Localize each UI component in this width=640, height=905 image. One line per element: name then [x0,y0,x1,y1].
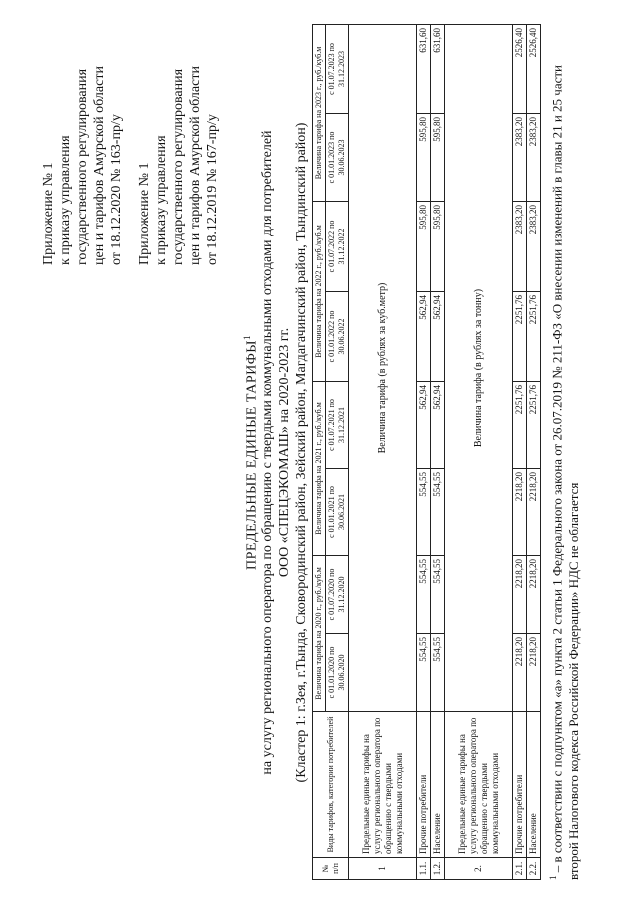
row-category: Прочие потребители [417,712,431,858]
footnote-text: – в соответствии с подпунктом «а» пункта 2 статьи 1 Федерального закона от 26.07.2019 № 211-ФЗ «О внесении изменений в главы 21 и 25 части второй Налогового кодекса Российской Федерации» НДС не облагается [549,64,582,880]
tariff-value: 562,94 [431,292,445,382]
tariff-value: 2218,20 [513,634,527,712]
row-number: 2.1. [513,858,527,880]
row-number: 1.2. [431,858,445,880]
section-row [445,25,513,880]
section-row [349,25,417,880]
company-period-line: ООО «СПЕЦЭКОМАШ» на 2020-2023 гг. [277,327,292,578]
table-row [431,25,445,880]
tariff-value: 631,60 [417,25,431,114]
header-row [313,25,326,880]
period-header: с 01.07.2021 по 31.12.2021 [326,382,349,469]
tariff-value: 2218,20 [513,556,527,634]
tariff-value: 554,55 [417,469,431,556]
col-header-2021: Величина тарифа на 2021 г., руб./куб.м [313,382,326,556]
appendix-note-2020 [40,66,125,265]
section-name: Предельные единые тарифы на услугу регионального оператора по обращению с твердыми коммунальными отходами [349,712,417,858]
appendix-line: цен и тарифов Амурской области [188,66,203,265]
period-header: с 01.07.2020 по 31.12.2020 [326,556,349,634]
period-header: с 01.01.2022 по 30.06.2022 [326,292,349,382]
document-subtitle: на услугу регионального оператора по обращению с твердыми коммунальными отходами для потребителей [260,130,275,775]
appendix-line: Приложение № 1 [137,162,152,265]
appendix-line: государственного регулирования [171,68,186,265]
row-category: Прочие потребители [513,712,527,858]
section-number: 1 [349,858,417,880]
period-header: с 01.01.2020 по 30.06.2020 [326,634,349,712]
tariff-value: 2218,20 [513,469,527,556]
tariff-value: 562,94 [431,382,445,469]
table-row [513,25,527,880]
cluster-line: (Кластер 1: г.Зея, г.Тында, Сковородинский район, Зейский район, Магдагачинский район, Тындинский район) [294,122,309,783]
col-header-kind: Виды тарифов, категории потребителей [313,712,349,858]
row-category: Население [527,712,541,858]
footnote-mark: 1 [242,335,252,341]
tariff-value: 554,55 [431,556,445,634]
row-category: Население [431,712,445,858]
tariff-value: 2383,20 [513,114,527,202]
tariff-value: 595,80 [431,202,445,292]
col-header-2022: Величина тарифа на 2022 г., руб./куб.м [313,202,326,382]
section-name: Предельные единые тарифы на услугу регионального оператора по обращению с твердыми коммунальными отходами [445,712,513,858]
tariff-value: 2218,20 [527,556,541,634]
tariff-value: 2218,20 [527,634,541,712]
table-row [527,25,541,880]
tariff-table [312,24,541,880]
tariff-value: 2251,76 [513,292,527,382]
tariff-value: 2383,20 [527,202,541,292]
document-title [242,10,261,895]
col-header-2020: Величина тарифа на 2020 г., руб./куб.м [313,556,326,712]
tariff-value: 595,80 [431,114,445,202]
tariff-value: 2251,76 [513,382,527,469]
appendix-line: Приложение № 1 [41,162,56,265]
section-number: 2. [445,858,513,880]
appendix-line: государственного регулирования [75,68,90,265]
appendix-line: от 18.12.2020 № 163-пр/у [109,114,124,265]
tariff-value: 2526,40 [527,25,541,114]
appendix-note-2019 [136,66,221,265]
period-header: с 01.01.2021 по 30.06.2021 [326,469,349,556]
unit-label: Величина тарифа (в рублях за куб.метр) [349,25,417,712]
tariff-value: 554,55 [417,556,431,634]
tariff-value: 595,80 [417,114,431,202]
footnote-mark: 1 [548,875,558,880]
tariff-value: 2218,20 [527,469,541,556]
tariff-value: 2251,76 [527,382,541,469]
tariff-value: 562,94 [417,382,431,469]
tariff-value: 2383,20 [527,114,541,202]
appendix-line: к приказу управления [154,135,169,265]
col-header-2023: Величина тарифа на 2023 г., руб./куб.м [313,25,326,202]
col-header-num: № п/п [313,858,349,880]
period-header: с 01.07.2022 по 31.12.2022 [326,202,349,292]
row-number: 1.1. [417,858,431,880]
tariff-value: 595,80 [417,202,431,292]
period-header: с 01.07.2023 по 31.12.2023 [326,25,349,114]
title-text: ПРЕДЕЛЬНЫЕ ЕДИНЫЕ ТАРИФЫ [244,340,260,570]
row-number: 2.2. [527,858,541,880]
period-header: с 01.01.2023 по 30.06.2023 [326,114,349,202]
tariff-value: 554,55 [431,634,445,712]
tariff-value: 562,94 [417,292,431,382]
appendix-line: цен и тарифов Амурской области [92,66,107,265]
table-row [417,25,431,880]
tariff-value: 554,55 [417,634,431,712]
footnote [545,25,582,880]
tariff-value: 554,55 [431,469,445,556]
tariff-value: 2526,40 [513,25,527,114]
tariff-value: 631,60 [431,25,445,114]
appendix-line: от 18.12.2019 № 167-пр/у [205,114,220,265]
tariff-value: 2251,76 [527,292,541,382]
tariff-value: 2383,20 [513,202,527,292]
unit-label: Величина тарифа (в рублях за тонну) [445,25,513,712]
appendix-line: к приказу управления [58,135,73,265]
